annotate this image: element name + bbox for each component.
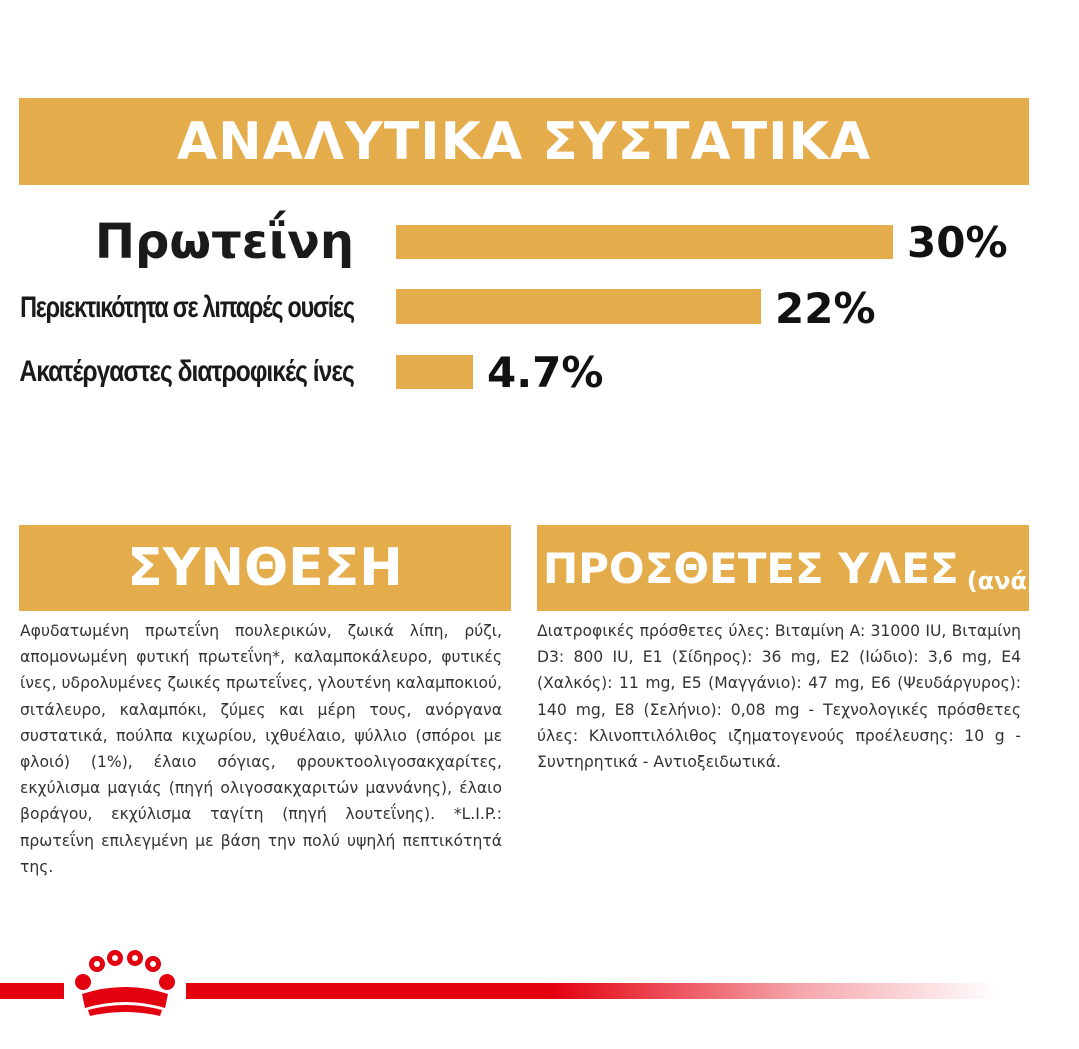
composition-header <box>19 525 511 611</box>
royal-canin-crown-icon <box>64 950 186 1026</box>
additives-header <box>537 525 1079 611</box>
constituent-row-fat <box>0 278 1049 338</box>
additives-text: Διατροφικές πρόσθετες ύλες: Βιταμίνη A: 31000 IU, Βιταμίνη D3: 800 IU, E1 (Σίδηρος): 36 mg, E2 (Ιώδιο): 3,6 mg, E4 (Χαλκός): 11 mg, E5 (Μαγγάνιο): 47 mg, E6 (Ψευδάργυρος): 140 mg, E8 (Σελήνιο): 0,08 mg - Τεχνολογικές πρόσθετες ύλες: Κλινοπτιλόλιθος ιζηματογενούς προέλευσης: 10 g - Συντηρητικά - Αντιοξειδωτικά. <box>537 622 1021 772</box>
constituent-row-protein <box>0 212 1049 272</box>
constituent-value: 30% <box>907 217 1008 267</box>
constituent-label: Ακατέργαστες διατροφικές ίνες <box>19 355 354 388</box>
constituent-bar <box>396 225 893 259</box>
composition-text: Αφυδατωμένη πρωτεΐνη πουλερικών, ζωικά λίπη, ρύζι, απομονωμένη φυτική πρωτεΐνη*, καλαμποκάλευρο, φυτικές ίνες, υδρολυμένες ζωικές πρωτεΐνες, γλουτένη καλαμποκιού, σιτάλευρο, καλαμπόκι, ζύμες και μέρη τους, ανόργανα συστατικά, πούλπα κιχωρίου, ιχθυέλαιο, ψύλλιο (σπόροι με φλοιό) (1%), έλαιο σόγιας, φρουκτοολιγοσακχαρίτες, εκχύλισμα μαγιάς (πηγή ολιγοσακχαριτών μαννάνης), έλαιο βοράγου, εκχύλισμα ταγίτη (πηγή λουτεΐνης). *L.I.P.: πρωτεΐνη επιλεγμένη με βάση την πολύ υψηλή πεπτικότητά της. <box>20 622 502 876</box>
analytical-constituents-title: ΑΝΑΛΥΤΙΚΑ ΣΥΣΤΑΤΙΚΑ <box>176 111 872 172</box>
composition-title: ΣΥΝΘΕΣΗ <box>127 538 403 598</box>
constituent-label: Πρωτεΐνη <box>94 214 354 270</box>
constituent-label: Περιεκτικότητα σε λιπαρές ουσίες <box>20 291 354 324</box>
additives-title: ΠΡΟΣΘΕΤΕΣ ΥΛΕΣ <box>543 543 959 593</box>
constituent-row-fibre <box>0 342 1049 402</box>
constituent-bar <box>396 289 761 324</box>
additives-title-suffix: (ανά kg) <box>966 567 1079 595</box>
analytical-constituents-header <box>19 98 1029 185</box>
constituent-value: 4.7% <box>487 347 604 397</box>
constituent-bar <box>396 355 473 389</box>
constituent-value: 22% <box>775 283 876 333</box>
